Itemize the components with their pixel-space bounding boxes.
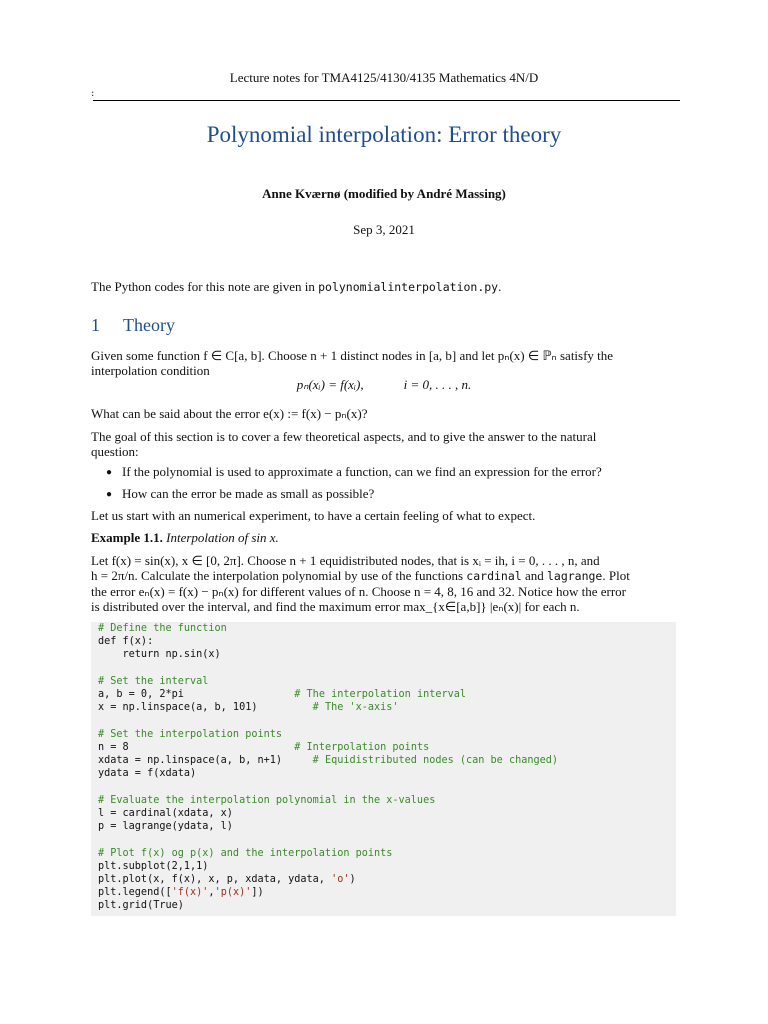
header-mark: :	[91, 88, 95, 99]
code-line: # Set the interval	[98, 676, 209, 687]
paragraph-error-question: What can be said about the error e(x) := f(x) − pₙ(x)?	[91, 406, 368, 421]
example-paragraph	[91, 553, 677, 614]
function-name-cardinal: cardinal	[466, 569, 522, 583]
author-line: Anne Kværnø (modified by André Massing)	[262, 186, 506, 201]
text-span: h = 2π/n. Calculate the interpolation polynomial by use of the functions	[91, 568, 467, 583]
code-line	[98, 755, 558, 767]
bullet-icon: ●	[106, 489, 113, 500]
code-string: 'f(x)'	[171, 887, 209, 898]
example-heading	[91, 530, 677, 545]
code-token: ])	[251, 887, 264, 898]
code-line: plt.grid(True)	[98, 900, 184, 911]
equation-rhs: i = 0, . . . , n.	[403, 377, 472, 392]
code-token: plt.legend([	[98, 887, 172, 898]
code-line: ydata = f(xdata)	[98, 768, 197, 779]
example-title: Interpolation of sin x.	[166, 530, 279, 545]
code-comment: # Equidistributed nodes (can be changed)	[312, 755, 559, 766]
code-line: # Define the function	[98, 623, 227, 634]
code-line: def f(x):	[98, 636, 154, 647]
date-line: Sep 3, 2021	[353, 222, 415, 237]
code-line: p = lagrange(ydata, l)	[98, 821, 233, 832]
code-line	[98, 887, 264, 899]
code-comment: # Interpolation points	[294, 742, 430, 753]
running-header: Lecture notes for TMA4125/4130/4135 Mathematics 4N/D	[229, 70, 539, 85]
paragraph-line: The goal of this section is to cover a few theoretical aspects, and to give the answer to the natural	[91, 429, 597, 444]
paragraph-line: is distributed over the interval, and find the maximum error max_{x∈[a,b]} |eₙ(x)| for each n.	[91, 599, 580, 614]
code-line: plt.subplot(2,1,1)	[98, 861, 209, 872]
text-span: . Plot	[602, 568, 630, 583]
paragraph-line	[91, 568, 677, 584]
code-line	[98, 742, 429, 754]
bullet-icon: ●	[106, 467, 113, 478]
function-name-lagrange: lagrange	[546, 569, 603, 583]
code-token: ,	[208, 887, 215, 898]
code-token: x = np.linspace(a, b, 101)	[98, 702, 313, 713]
code-line	[98, 689, 466, 701]
text-span: and	[521, 568, 547, 583]
section-heading	[91, 315, 175, 336]
code-line	[98, 702, 399, 714]
section-number: 1	[91, 315, 100, 335]
equation-lhs: pₙ(xᵢ) = f(xᵢ),	[296, 377, 364, 392]
code-token: )	[349, 874, 356, 885]
code-token: a, b = 0, 2*pi	[98, 689, 295, 700]
example-label: Example 1.1.	[91, 530, 163, 545]
paragraph-line: Let f(x) = sin(x), x ∈ [0, 2π]. Choose n + 1 equidistributed nodes, that is xᵢ = ih, i = 0, . . . , n, and	[91, 553, 600, 568]
code-line: # Set the interpolation points	[98, 729, 283, 740]
code-string: 'o'	[331, 874, 350, 885]
intro-text: The Python codes for this note are given in	[91, 279, 319, 294]
code-token: plt.plot(x, f(x), x, p, xdata, ydata,	[98, 874, 332, 885]
code-line: l = cardinal(xdata, x)	[98, 808, 233, 819]
code-token: xdata = np.linspace(a, b, n+1)	[98, 755, 313, 766]
code-string: 'p(x)'	[214, 887, 252, 898]
paragraph-line: Given some function f ∈ C[a, b]. Choose n + 1 distinct nodes in [a, b] and let pₙ(x) ∈ ℙₙ satisfy the	[91, 348, 614, 363]
interpolation-condition-equation	[0, 377, 768, 393]
document-title: Polynomial interpolation: Error theory	[206, 122, 562, 147]
python-file-name: polynomialinterpolation.py	[318, 280, 499, 294]
paragraph-line: interpolation condition	[91, 363, 210, 378]
paragraph-experiment: Let us start with an numerical experiment, to have a certain feeling of what to expect.	[91, 508, 536, 523]
section-title: Theory	[123, 315, 175, 335]
intro-paragraph	[91, 279, 677, 295]
code-line	[98, 874, 356, 886]
code-token: n = 8	[98, 742, 295, 753]
paragraph-line: question:	[91, 444, 139, 459]
paragraph-given-function	[91, 348, 677, 378]
code-comment: # The interpolation interval	[294, 689, 467, 700]
bullet-item	[106, 464, 602, 480]
paragraph-goal	[91, 429, 677, 459]
code-comment: # The 'x-axis'	[312, 702, 399, 713]
code-line: # Evaluate the interpolation polynomial in the x-values	[98, 795, 436, 806]
bullet-item	[106, 486, 374, 502]
code-line: # Plot f(x) og p(x) and the interpolation points	[98, 848, 393, 859]
paragraph-line: the error eₙ(x) = f(x) − pₙ(x) for different values of n. Choose n = 4, 8, 16 and 32. Notice how the error	[91, 584, 626, 599]
code-line: return np.sin(x)	[98, 649, 221, 660]
intro-end: .	[498, 279, 502, 294]
header-rule	[93, 100, 680, 101]
bullet-text: If the polynomial is used to approximate a function, can we find an expression for the error?	[122, 464, 602, 479]
bullet-text: How can the error be made as small as possible?	[122, 486, 375, 501]
